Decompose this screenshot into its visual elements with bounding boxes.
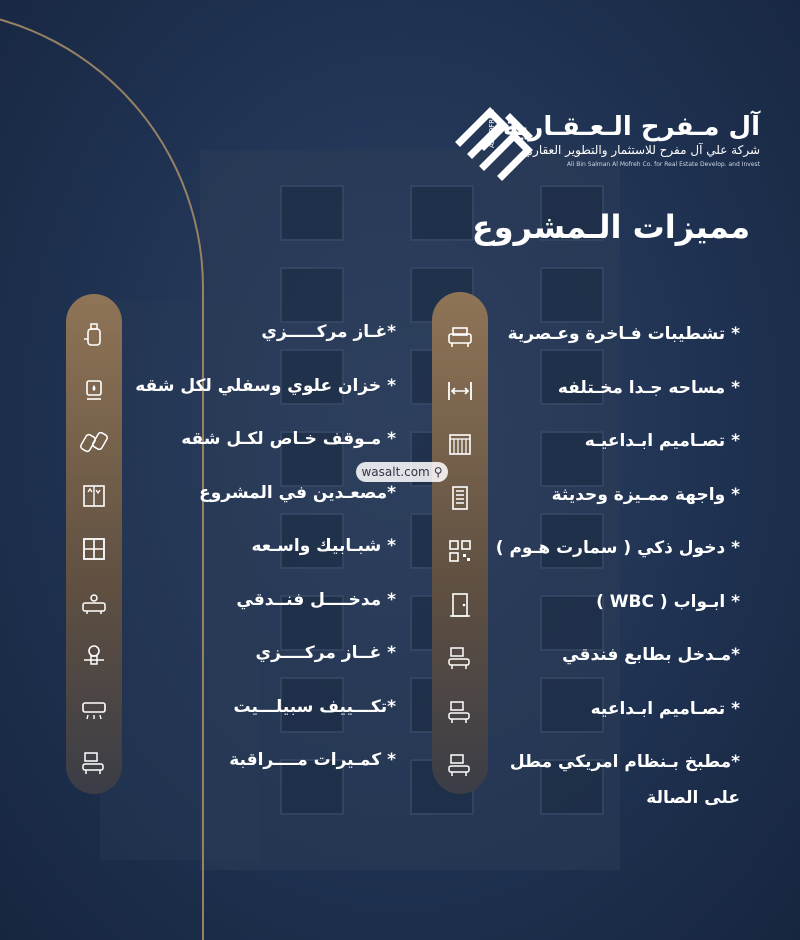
width-arrows-icon	[443, 374, 477, 408]
window-icon	[77, 532, 111, 566]
background-window	[540, 595, 604, 651]
page-title: مميزات الـمشروع	[471, 208, 750, 246]
right-feature-label: * تصـاميم ابـداعيه	[590, 698, 740, 719]
door-icon	[443, 588, 477, 622]
gas-tank-icon	[77, 318, 111, 352]
building-icon	[443, 481, 477, 515]
lobby-icon	[443, 695, 477, 729]
left-feature-label: * كمـيرات مــــراقبة	[229, 750, 396, 770]
gas-meter-icon	[77, 639, 111, 673]
left-feature-label: * غــاز مركــــزي	[255, 643, 396, 663]
left-feature-label: *مصعـدين في المشروع	[199, 482, 396, 503]
right-feature-label: * ابـواب ( WBC )	[596, 591, 740, 612]
company-name: آل مـفرح الـعـقـارية	[502, 112, 760, 142]
parking-icon	[77, 425, 111, 459]
logo-latin-text: ALMOFREH	[488, 109, 496, 148]
right-feature-label: * واجهة ممـيزة وحديثة	[551, 484, 740, 505]
ac-icon	[77, 693, 111, 727]
right-feature-label: * تشطيبات فـاخرة وعـصرية	[507, 324, 740, 344]
right-feature-label: * مساحه جـدا مخـتلفه	[557, 377, 740, 398]
right-feature-continuation: على الصالة	[646, 788, 740, 808]
company-subtitle: شركة علي آل مفرح للاستثمار والتطوير العقاري	[523, 143, 760, 157]
right-feature-label: *مـدخل بطابع فندقي	[562, 645, 740, 665]
background-window	[410, 185, 474, 241]
company-english-name: Ali Bin Salman Al Mofreh Co. for Real Estate Develop. and Invest	[566, 161, 760, 168]
left-feature-label: *غـاز مركـــــزي	[261, 322, 396, 342]
lobby-icon	[443, 641, 477, 675]
left-feature-label: * خزان علوي وسفلي لكل شقه	[135, 375, 396, 396]
right-feature-label: * تصـاميم ابـداعيـه	[584, 431, 740, 451]
right-feature-label: * دخول ذكي ( سمارت هـوم )	[495, 538, 740, 558]
watermark-text: wasalt.com	[361, 465, 430, 479]
water-tank-icon	[77, 372, 111, 406]
sofa-icon	[443, 320, 477, 354]
background-window	[540, 267, 604, 323]
location-pin-icon: ⚲	[433, 465, 443, 479]
elevator-icon	[77, 479, 111, 513]
left-feature-label: *تكـــييف سبيلـــيت	[233, 696, 396, 717]
background-window	[280, 267, 344, 323]
left-feature-label: * شبـابيك واسـعه	[251, 536, 396, 556]
watermark	[356, 462, 448, 482]
reception-icon	[77, 586, 111, 620]
left-feature-label: * مدخــــل فنــدقي	[236, 589, 396, 610]
right-feature-label: *مطبخ بـنظام امريكي مطل	[509, 752, 740, 772]
lobby-icon	[443, 748, 477, 782]
background-window	[280, 185, 344, 241]
camera-lobby-icon	[77, 746, 111, 780]
qr-smart-icon	[443, 534, 477, 568]
left-feature-label: * مـوقف خـاص لكـل شقه	[181, 429, 396, 449]
building-facade-icon	[443, 427, 477, 461]
